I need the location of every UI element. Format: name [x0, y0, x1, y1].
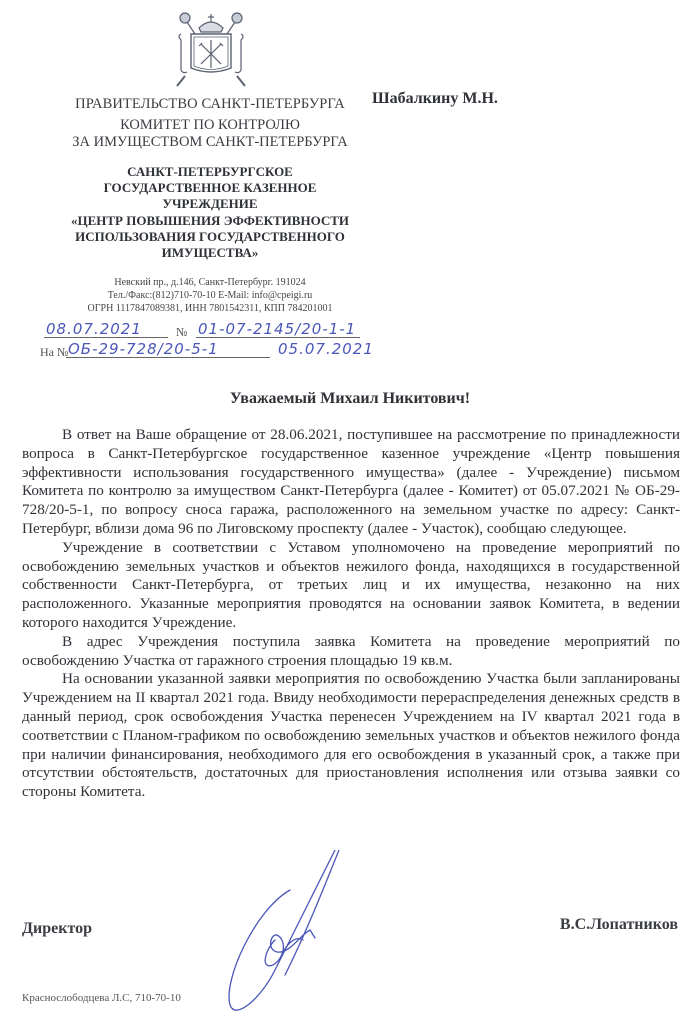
committee-name	[40, 117, 380, 151]
outgoing-date: 08.07.2021	[44, 321, 168, 338]
salutation: Уважаемый Михаил Никитович!	[229, 390, 471, 407]
paragraph: В ответ на Ваше обращение от 28.06.2021, поступившее на рассмотрение по принадлежности вопроса в Санкт-Петербургское государственное казенное учреждение «Центр повышения эффективности использования государственного имущества» (далее - Учреждение) письмом Комитета по контролю за имуществом Санкт-Петербурга (далее - Комитет) от 05.07.2021 № ОБ-29-728/20-5-1, по вопросу сноса гаража, расположенного на земельном участке по адресу: Санкт-Петербург, вблизи дома 96 по Лиговскому проспекту (далее - Участок), сообщаю следующее.	[22, 426, 680, 537]
org-line-3: УЧРЕЖДЕНИЕ	[162, 196, 258, 211]
committee-line-1: КОМИТЕТ ПО КОНТРОЛЮ	[120, 117, 300, 133]
address: Невский пр., д.146, Санкт-Петербург. 191024	[114, 277, 306, 288]
signatory-name: В.С.Лопатников	[559, 916, 678, 933]
phone-email: Тел./Факс:(812)710-70-10 E-Mail: info@cpeigi.ru	[107, 290, 313, 301]
saint-petersburg-coat-of-arms-icon	[163, 10, 259, 88]
number-label: №	[176, 325, 188, 339]
org-name-line-2: ИСПОЛЬЗОВАНИЯ ГОСУДАРСТВЕННОГО	[75, 229, 345, 244]
organization-type	[40, 164, 380, 212]
reply-to-date: 05.07.2021	[278, 340, 374, 358]
addressee: Шабалкину М.Н.	[372, 90, 498, 107]
handwritten-signature-icon	[215, 850, 345, 1020]
signatory-title: Директор	[22, 920, 92, 937]
org-name-line-1: «ЦЕНТР ПОВЫШЕНИЯ ЭФФЕКТИВНОСТИ	[70, 213, 350, 228]
reply-to-label: На №	[40, 345, 69, 359]
outgoing-number: 01-07-2145/20-1-1	[196, 321, 360, 338]
reply-to-number: ОБ-29-728/20-5-1	[66, 341, 270, 358]
letter-body	[22, 426, 680, 802]
registry-numbers: ОГРН 1117847089381, ИНН 7801542311, КПП 784201001	[87, 303, 333, 314]
committee-line-2: ЗА ИМУЩЕСТВОМ САНКТ-ПЕТЕРБУРГА	[72, 134, 348, 150]
organization-name	[40, 213, 380, 261]
paragraph: Учреждение в соответствии с Уставом уполномочено на проведение мероприятий по освобождению земельных участков и объектов нежилого фонда, находящихся в государственной собственности Санкт-Петербурга, от третьих лиц и их имущества, незаконно на них расположенного. Указанные мероприятия проводятся на основании заявок Комитета, в ведении которого находится Учреждение.	[22, 538, 680, 631]
org-line-1: САНКТ-ПЕТЕРБУРГСКОЕ	[127, 164, 293, 179]
org-name-line-3: ИМУЩЕСТВА»	[161, 245, 259, 260]
paragraph: На основании указанной заявки мероприятия по освобождению Участка были запланированы Учреждением на II квартал 2021 года. Ввиду необходимости перераспределения денежных средств в данный период, срок освобождения Участка перенесен Учреждением на IV квартал 2021 года в соответствии с Планом-графиком по освобождению земельных участков и объектов нежилого фонда при наличии финансирования, необходимого для его освобождения в указанный срок, а также при отсутствии обстоятельств, достаточных для приостановления исполнения или отзыва заявки со стороны Комитета.	[22, 670, 680, 801]
paragraph: В адрес Учреждения поступила заявка Комитета на проведение мероприятий по освобождению Участка от гаражного строения площадью 19 кв.м.	[22, 632, 680, 669]
executor-contact: Краснослободцева Л.С, 710-70-10	[22, 992, 181, 1004]
contacts-block	[40, 276, 380, 315]
government-name: ПРАВИТЕЛЬСТВО САНКТ-ПЕТЕРБУРГА	[75, 96, 345, 112]
org-line-2: ГОСУДАРСТВЕННОЕ КАЗЕННОЕ	[103, 180, 317, 195]
